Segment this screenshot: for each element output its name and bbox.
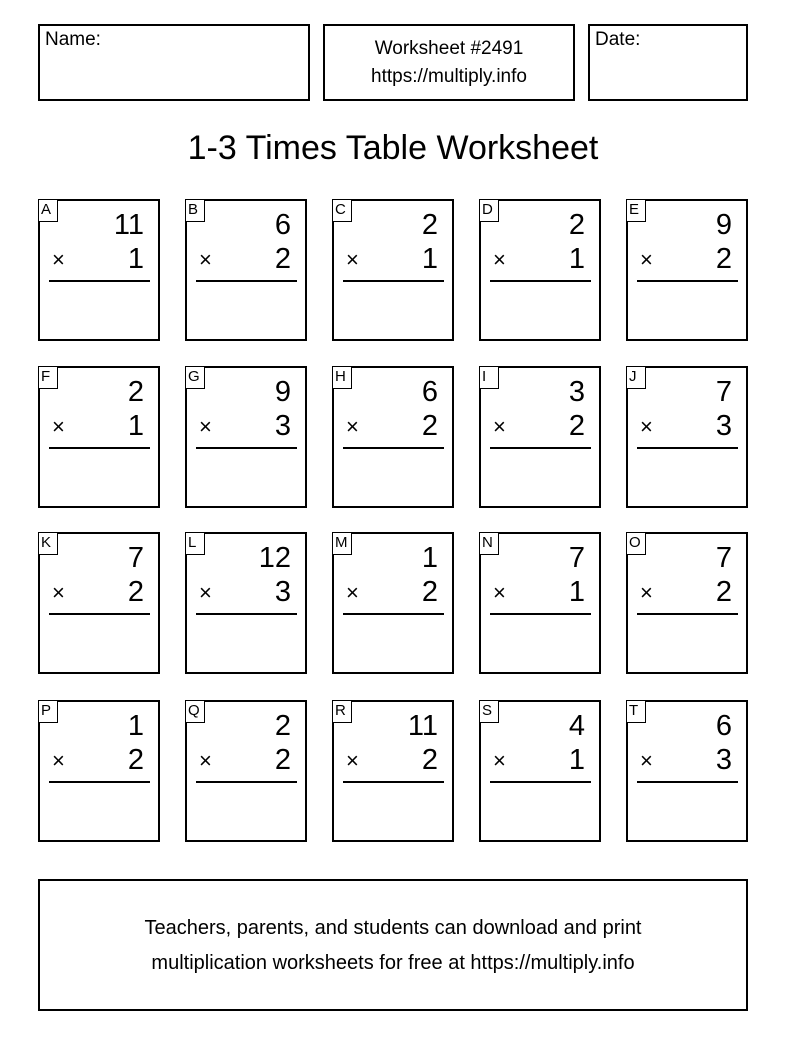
multiply-sign: × [640,247,653,272]
multiply-sign: × [640,414,653,439]
multiplicand: 7 [568,542,585,574]
multiplier: 2 [421,410,438,442]
problem-letter: A [39,200,58,222]
multiply-sign: × [52,580,65,605]
multiplier: 1 [568,243,585,275]
problem-card-f[interactable] [38,366,160,508]
multiplier: 1 [127,243,144,275]
answer-line [343,781,444,783]
problem-letter: K [39,533,58,555]
multiplicand: 1 [127,710,144,742]
answer-line [637,781,738,783]
multiplicand: 1 [421,542,438,574]
multiplier: 1 [568,744,585,776]
problem-letter: S [480,701,499,723]
problem-letter: M [333,533,352,555]
multiply-sign: × [640,580,653,605]
multiplier: 2 [421,744,438,776]
problem-card-c[interactable] [332,199,454,341]
answer-line [343,280,444,282]
multiply-sign: × [640,748,653,773]
problem-card-h[interactable] [332,366,454,508]
multiply-sign: × [493,247,506,272]
problem-card-j[interactable] [626,366,748,508]
multiplier: 2 [274,744,291,776]
problem-letter: O [627,533,646,555]
answer-line [637,613,738,615]
problem-letter: F [39,367,58,389]
problem-letter: R [333,701,352,723]
date-label: Date: [595,29,641,50]
multiplicand: 11 [407,710,438,742]
name-label: Name: [45,29,101,50]
multiplicand: 12 [258,542,291,574]
multiplicand: 6 [274,209,291,241]
problem-card-r[interactable] [332,700,454,842]
problem-letter: B [186,200,205,222]
problem-letter: H [333,367,352,389]
footer-line-1: Teachers, parents, and students can download and print [144,917,642,939]
problem-card-m[interactable] [332,532,454,674]
multiply-sign: × [199,580,212,605]
multiplier: 2 [715,243,732,275]
multiply-sign: × [493,748,506,773]
multiplicand: 2 [127,376,144,408]
multiply-sign: × [52,748,65,773]
answer-line [49,781,150,783]
multiplicand: 2 [274,710,291,742]
name-field-box[interactable] [38,24,310,101]
worksheet-id-box [323,24,575,101]
answer-line [490,781,591,783]
problem-card-a[interactable] [38,199,160,341]
problem-letter: G [186,367,205,389]
answer-line [490,280,591,282]
problem-letter: N [480,533,499,555]
multiplier: 3 [274,410,291,442]
multiply-sign: × [493,414,506,439]
multiplier: 1 [568,576,585,608]
multiply-sign: × [346,247,359,272]
answer-line [196,280,297,282]
multiply-sign: × [52,414,65,439]
multiplier: 3 [274,576,291,608]
multiply-sign: × [346,748,359,773]
multiplicand: 4 [568,710,585,742]
answer-line [196,447,297,449]
multiply-sign: × [199,247,212,272]
multiplicand: 2 [421,209,438,241]
problem-card-s[interactable] [479,700,601,842]
problem-card-e[interactable] [626,199,748,341]
worksheet-number: Worksheet #2491 [374,38,524,59]
problem-letter: T [627,701,646,723]
problem-letter: D [480,200,499,222]
multiplicand: 11 [113,209,144,241]
problem-card-i[interactable] [479,366,601,508]
worksheet-url: https://multiply.info [371,66,527,87]
multiplier: 2 [715,576,732,608]
problem-card-d[interactable] [479,199,601,341]
problem-letter: Q [186,701,205,723]
multiplicand: 3 [568,376,585,408]
multiplier: 3 [715,410,732,442]
problem-card-t[interactable] [626,700,748,842]
multiplicand: 7 [127,542,144,574]
multiplier: 1 [127,410,144,442]
multiply-sign: × [346,414,359,439]
multiplier: 2 [274,243,291,275]
multiplicand: 7 [715,376,732,408]
multiplier: 2 [568,410,585,442]
multiply-sign: × [199,748,212,773]
problem-letter: L [186,533,205,555]
problem-card-o[interactable] [626,532,748,674]
multiplier: 1 [421,243,438,275]
answer-line [49,447,150,449]
problem-card-b[interactable] [185,199,307,341]
problem-letter: I [480,367,499,389]
answer-line [343,613,444,615]
multiplier: 3 [715,744,732,776]
multiplicand: 6 [715,710,732,742]
answer-line [343,447,444,449]
problem-card-g[interactable] [185,366,307,508]
multiplier: 2 [127,744,144,776]
multiplicand: 6 [421,376,438,408]
multiplicand: 9 [274,376,291,408]
problem-card-l[interactable] [185,532,307,674]
footer-box [38,879,748,1011]
problem-card-p[interactable] [38,700,160,842]
date-field-box[interactable] [588,24,748,101]
multiplier: 2 [127,576,144,608]
problem-letter: C [333,200,352,222]
multiply-sign: × [52,247,65,272]
answer-line [196,781,297,783]
answer-line [490,613,591,615]
multiply-sign: × [346,580,359,605]
answer-line [196,613,297,615]
answer-line [490,447,591,449]
answer-line [49,280,150,282]
problem-letter: E [627,200,646,222]
multiplier: 2 [421,576,438,608]
multiplicand: 2 [568,209,585,241]
answer-line [637,280,738,282]
multiplicand: 7 [715,542,732,574]
page-title: 1-3 Times Table Worksheet [187,129,599,167]
problem-card-n[interactable] [479,532,601,674]
footer-line-2: multiplication worksheets for free at https://multiply.info [151,952,635,974]
problem-card-k[interactable] [38,532,160,674]
multiply-sign: × [199,414,212,439]
problem-letter: P [39,701,58,723]
problem-card-q[interactable] [185,700,307,842]
multiplicand: 9 [715,209,732,241]
answer-line [49,613,150,615]
answer-line [637,447,738,449]
multiply-sign: × [493,580,506,605]
problem-letter: J [627,367,646,389]
